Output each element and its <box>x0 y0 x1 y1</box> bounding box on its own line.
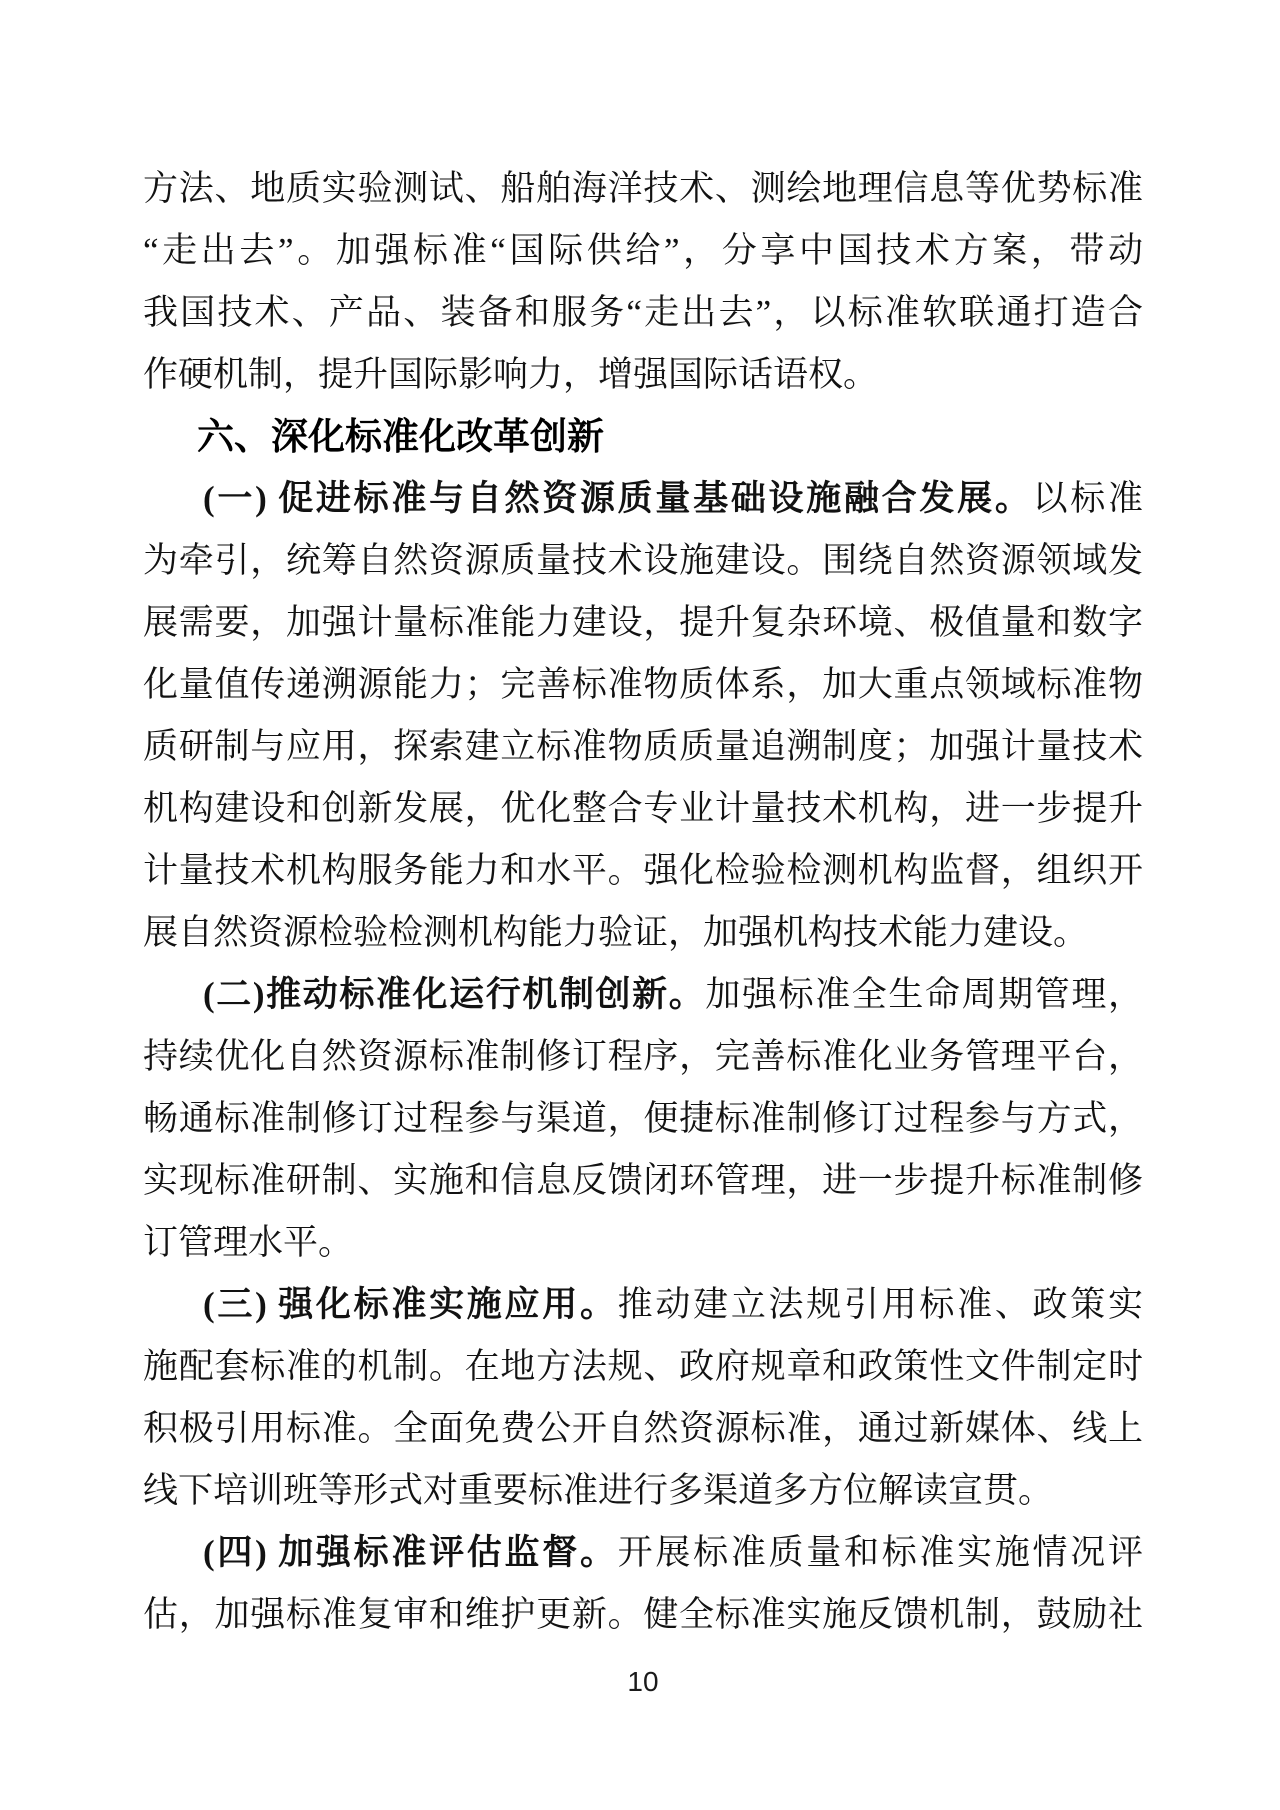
text-line <box>143 1460 1143 1522</box>
text-line <box>143 1026 1143 1088</box>
text-line <box>143 654 1143 716</box>
text-line <box>143 902 1143 964</box>
paragraph-text: 为牵引，统筹自然资源质量技术设施建设。围绕自然资源领域发 <box>143 541 1143 580</box>
paragraph-text: 计量技术机构服务能力和水平。强化检验检测机构监督，组织开 <box>143 851 1143 890</box>
paragraph-text: 质研制与应用，探索建立标准物质质量追溯制度；加强计量技术 <box>143 727 1143 766</box>
text-line <box>143 592 1143 654</box>
paragraph-text: 畅通标准制修订过程参与渠道，便捷标准制修订过程参与方式， <box>143 1099 1143 1138</box>
text-line <box>143 964 1143 1026</box>
paragraph-text: “走出去”。加强标准“国际供给”，分享中国技术方案，带动 <box>143 231 1143 270</box>
paragraph-text: 机构建设和创新发展，优化整合专业计量技术机构，进一步提升 <box>143 789 1143 828</box>
text-line <box>143 716 1143 778</box>
paragraph-text: 实现标准研制、实施和信息反馈闭环管理，进一步提升标准制修 <box>143 1161 1143 1200</box>
text-line <box>143 1336 1143 1398</box>
paragraph-text: 持续优化自然资源标准制修订程序，完善标准化业务管理平台， <box>143 1037 1143 1076</box>
paragraph-text: 施配套标准的机制。在地方法规、政府规章和政策性文件制定时 <box>143 1347 1143 1386</box>
paragraph-text: 加强标准全生命周期管理， <box>705 975 1143 1014</box>
text-line <box>143 1150 1143 1212</box>
paragraph-text: 作硬机制，提升国际影响力，增强国际话语权。 <box>143 355 879 394</box>
text-line <box>143 1212 1143 1274</box>
paragraph-lead-text: (四) 加强标准评估监督。 <box>203 1533 618 1572</box>
text-line <box>143 220 1143 282</box>
paragraph-lead-text: (二)推动标准化运行机制创新。 <box>203 975 706 1014</box>
text-line <box>143 1274 1143 1336</box>
paragraph-text: 方法、地质实验测试、船舶海洋技术、测绘地理信息等优势标准 <box>143 169 1143 208</box>
text-line <box>143 778 1143 840</box>
section-heading <box>143 406 1143 468</box>
text-line <box>143 1088 1143 1150</box>
paragraph-lead-text: (一) 促进标准与自然资源质量基础设施融合发展。 <box>203 479 1033 518</box>
text-line <box>143 158 1143 220</box>
paragraph-text: 化量值传递溯源能力；完善标准物质体系，加大重点领域标准物 <box>143 665 1143 704</box>
text-line <box>143 468 1143 530</box>
text-line <box>143 1584 1143 1646</box>
text-line <box>143 282 1143 344</box>
paragraph-text: 展需要，加强计量标准能力建设，提升复杂环境、极值量和数字 <box>143 603 1143 642</box>
paragraph-text: 订管理水平。 <box>143 1223 354 1262</box>
paragraph-text: 以标准 <box>1032 479 1143 518</box>
paragraph-text: 展自然资源检验检测机构能力验证，加强机构技术能力建设。 <box>143 913 1089 952</box>
text-line <box>143 530 1143 592</box>
paragraph-text: 推动建立法规引用标准、政策实 <box>617 1285 1143 1324</box>
text-line <box>143 840 1143 902</box>
paragraph-text: 估，加强标准复审和维护更新。健全标准实施反馈机制，鼓励社 <box>143 1595 1143 1634</box>
paragraph-text: 线下培训班等形式对重要标准进行多渠道多方位解读宣贯。 <box>143 1471 1054 1510</box>
paragraph-lead-text: 六、深化标准化改革创新 <box>197 416 604 457</box>
paragraph-text: 积极引用标准。全面免费公开自然资源标准，通过新媒体、线上 <box>143 1409 1143 1448</box>
paragraph-lead-text: (三) 强化标准实施应用。 <box>203 1285 618 1324</box>
page-number: 10 <box>627 1666 659 1697</box>
text-line <box>143 1522 1143 1584</box>
text-block <box>143 158 1143 1646</box>
text-line <box>143 1398 1143 1460</box>
text-line <box>143 344 1143 406</box>
paragraph-text: 开展标准质量和标准实施情况评 <box>617 1533 1143 1572</box>
paragraph-text: 我国技术、产品、装备和服务“走出去”，以标准软联通打造合 <box>143 293 1143 332</box>
